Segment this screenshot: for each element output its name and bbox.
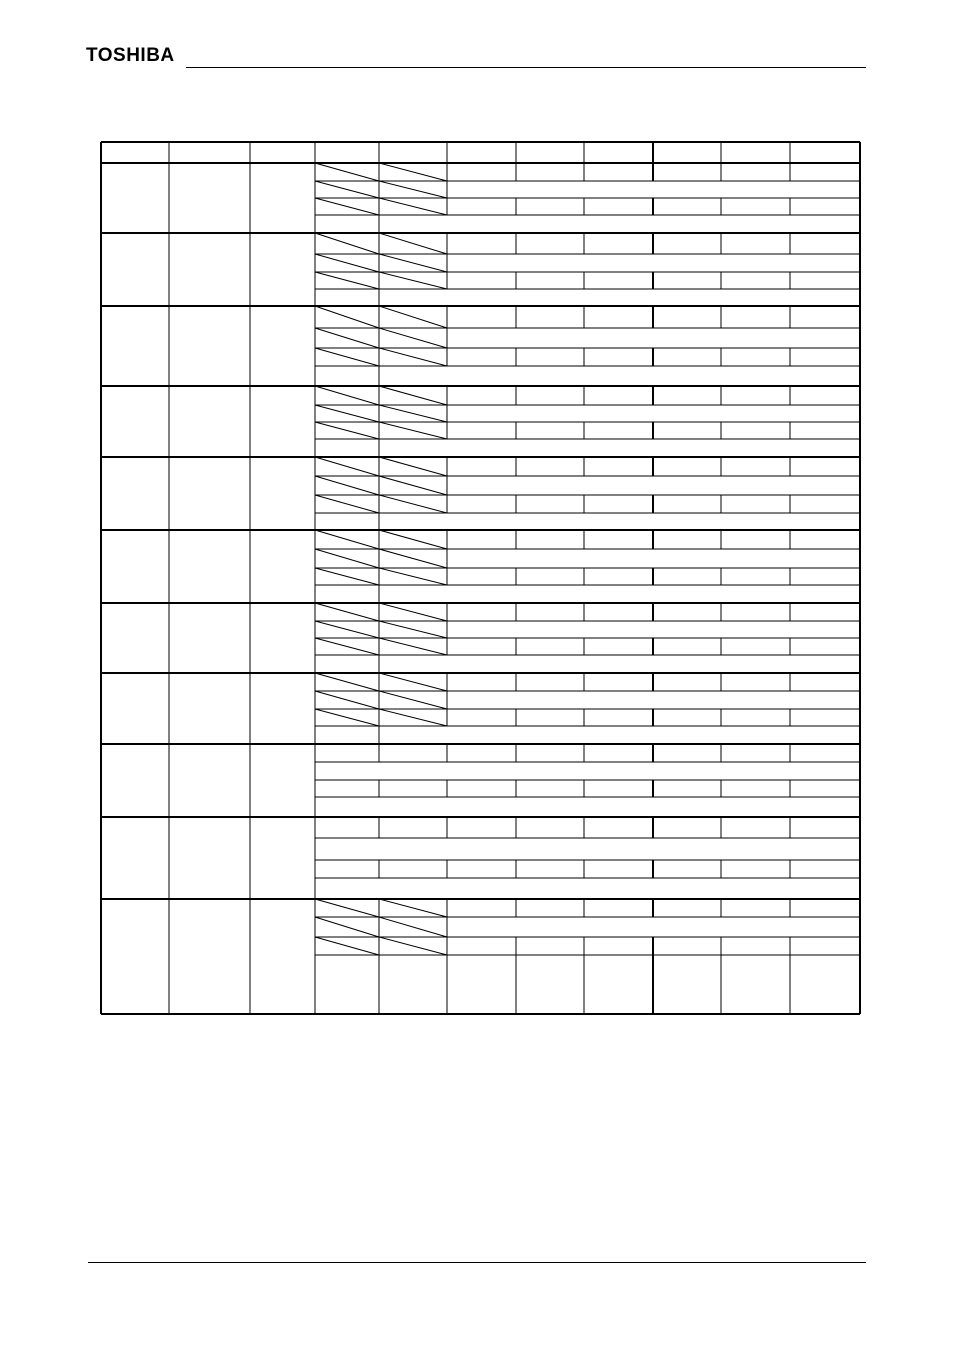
diagonal-slash [315, 254, 379, 272]
diagonal-slash [315, 673, 379, 691]
diagonal-slash [315, 306, 379, 328]
diagonal-slash [379, 457, 447, 476]
diagonal-slash [315, 328, 379, 348]
diagonal-slash [379, 306, 447, 328]
diagonal-slash [379, 495, 447, 513]
diagonal-slash [379, 917, 447, 937]
diagonal-slash [379, 568, 447, 585]
diagonal-slash [379, 549, 447, 568]
diagonal-slash [379, 386, 447, 405]
diagonal-slash [315, 638, 379, 655]
diagonal-slash [315, 198, 379, 215]
diagonal-slash [379, 476, 447, 495]
diagonal-slash [379, 530, 447, 549]
diagonal-slash [315, 272, 379, 289]
diagonal-slash [379, 348, 447, 366]
diagonal-slash [315, 937, 379, 955]
diagonal-slash [315, 233, 379, 254]
diagonal-slash [315, 691, 379, 709]
diagonal-slash [315, 348, 379, 366]
diagonal-slash [315, 917, 379, 937]
footer-rule [88, 1262, 866, 1263]
diagonal-slash [379, 163, 447, 181]
diagonal-slash [379, 899, 447, 917]
diagonal-slash [315, 495, 379, 513]
diagonal-slash [379, 422, 447, 439]
diagonal-slash [379, 638, 447, 655]
diagonal-slash [379, 691, 447, 709]
toshiba-logo: TOSHIBA [86, 45, 175, 66]
diagonal-slash [315, 386, 379, 405]
diagonal-slash [315, 549, 379, 568]
diagonal-slash [379, 709, 447, 726]
diagonal-slash [315, 405, 379, 422]
diagonal-slash [315, 603, 379, 621]
diagonal-slash [315, 163, 379, 181]
diagonal-slash [315, 568, 379, 585]
diagonal-slash [315, 530, 379, 549]
diagonal-slash [315, 457, 379, 476]
diagonal-slash [379, 621, 447, 638]
diagonal-slash [315, 181, 379, 198]
diagonal-slash [379, 673, 447, 691]
diagonal-slash [379, 937, 447, 955]
diagonal-slash [315, 709, 379, 726]
diagonal-slash [315, 621, 379, 638]
diagonal-slash [379, 198, 447, 215]
diagonal-slash [315, 899, 379, 917]
diagonal-slash [379, 233, 447, 254]
diagonal-slash [379, 405, 447, 422]
diagonal-slash [379, 181, 447, 198]
diagonal-slash [315, 422, 379, 439]
diagonal-slash [379, 272, 447, 289]
diagonal-slash [315, 476, 379, 495]
diagonal-slash [379, 328, 447, 348]
diagonal-slash [379, 254, 447, 272]
diagonal-slash [379, 603, 447, 621]
